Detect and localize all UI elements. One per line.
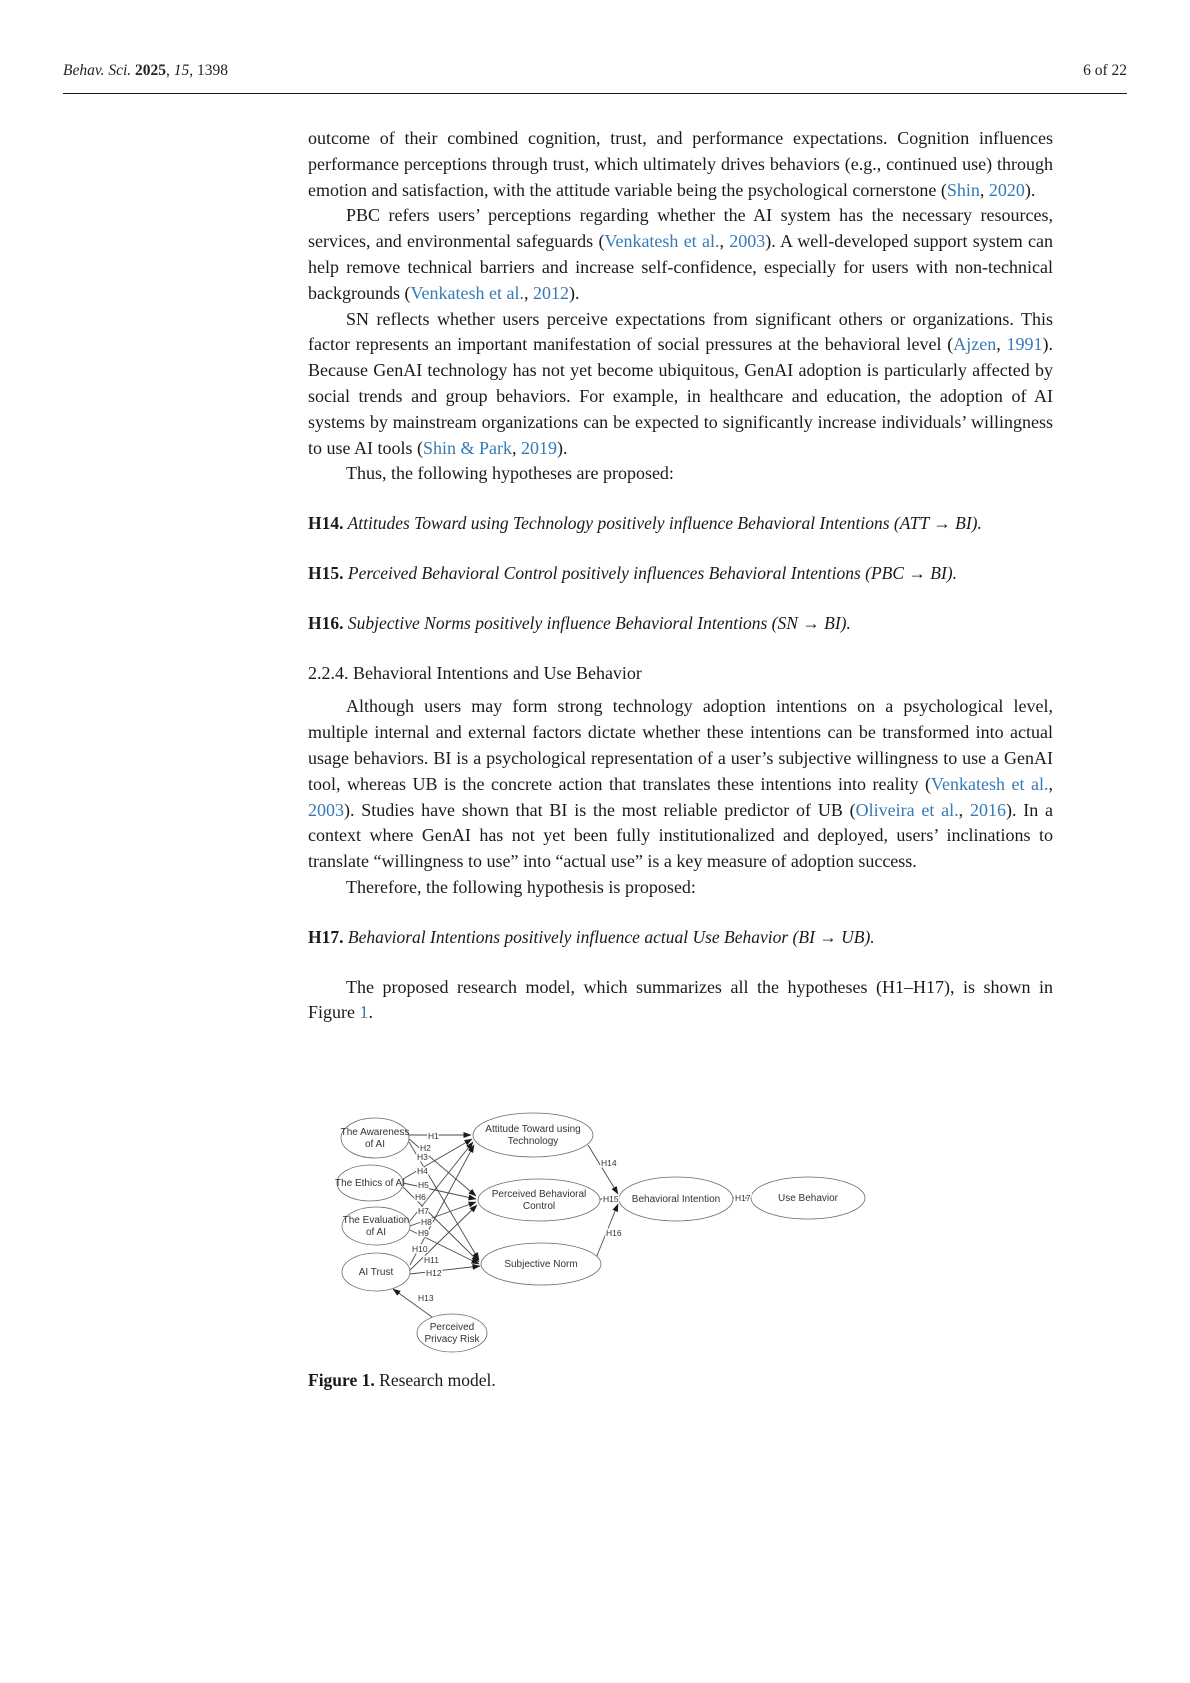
citation-link[interactable]: Ajzen xyxy=(953,334,997,355)
text-run: ). xyxy=(568,282,580,303)
citation-link[interactable]: 2019 xyxy=(521,437,558,458)
text-run: . xyxy=(368,1002,373,1023)
citation-link[interactable]: Venkatesh et al. xyxy=(410,282,524,303)
citation-link[interactable]: Shin xyxy=(946,179,980,200)
paragraph-model-intro xyxy=(308,975,1053,1027)
journal-article-number: 1398 xyxy=(197,62,229,79)
node-label: Control xyxy=(522,1201,556,1213)
text-run: , xyxy=(523,282,533,303)
node-evaluation-of-ai xyxy=(342,1207,410,1245)
text-run: , xyxy=(512,437,522,458)
text-run: , xyxy=(166,62,174,79)
journal-name: Behav. Sci. xyxy=(63,62,132,79)
hypothesis-label: H14. xyxy=(308,513,344,534)
citation-link[interactable]: Shin & Park xyxy=(423,437,513,458)
edge-label-h8: H8 xyxy=(421,1217,432,1228)
text-run: , xyxy=(189,62,198,79)
edge-h12 xyxy=(410,1266,480,1274)
section-heading: 2.2.4. Behavioral Intentions and Use Behavior xyxy=(308,662,642,683)
hypothesis-h14 xyxy=(308,511,1053,537)
node-ellipse xyxy=(417,1314,487,1352)
hypothesis-text: Attitudes Toward using Technology positively influence Behavioral Intentions (ATT → BI). xyxy=(347,513,982,534)
journal-year: 2025 xyxy=(135,62,167,79)
journal-volume: 15 xyxy=(173,62,190,79)
hypothesis-h16 xyxy=(308,611,1053,637)
node-perceived-behavioral-control xyxy=(478,1179,600,1221)
text-run: , xyxy=(979,179,989,200)
hypothesis-h15 xyxy=(308,561,1053,587)
node-perceived-privacy-risk xyxy=(417,1314,487,1352)
citation-link[interactable]: 1991 xyxy=(1006,334,1043,355)
node-awareness-of-ai xyxy=(341,1118,410,1158)
citation-link[interactable]: Venkatesh et al. xyxy=(604,231,720,252)
node-label: Perceived xyxy=(429,1322,475,1334)
edge-label-h3: H3 xyxy=(417,1152,428,1163)
hypothesis-text: Subjective Norms positively influence Behavioral Intentions (SN → BI). xyxy=(347,612,851,633)
node-ellipse xyxy=(342,1207,410,1245)
hypothesis-h17 xyxy=(308,925,1053,951)
citation-link[interactable]: Venkatesh et al. xyxy=(931,773,1049,794)
edge-label-h4: H4 xyxy=(417,1166,428,1177)
figure-caption-text: Research model. xyxy=(374,1370,496,1391)
article-body xyxy=(308,126,1053,1391)
text-run: ). Studies have shown that BI is the most reliable predictor of UB ( xyxy=(344,799,856,820)
hypothesis-label: H17. xyxy=(308,926,344,947)
node-ellipse xyxy=(341,1118,409,1158)
page-header xyxy=(63,62,1127,80)
node-label: of AI xyxy=(365,1227,387,1239)
node-ai-trust xyxy=(342,1253,410,1291)
node-label: AI Trust xyxy=(358,1267,394,1279)
node-label: Privacy Risk xyxy=(424,1334,480,1346)
hypothesis-text: Perceived Behavioral Control positively influences Behavioral Intentions (PBC → BI). xyxy=(347,562,957,583)
node-ellipse xyxy=(473,1113,593,1157)
text-run: , xyxy=(996,334,1007,355)
node-label: The Evaluation xyxy=(342,1215,410,1227)
text-run: , xyxy=(958,799,970,820)
edge-h14 xyxy=(588,1145,618,1194)
text-run: , xyxy=(719,231,730,252)
text-run: ). xyxy=(1024,179,1036,200)
edge-h5 xyxy=(403,1183,476,1199)
node-label: Behavioral Intention xyxy=(631,1194,721,1206)
citation-link[interactable]: Oliveira et al. xyxy=(855,799,959,820)
hypothesis-text: Behavioral Intentions positively influence actual Use Behavior (BI → UB). xyxy=(347,926,875,947)
node-label: Technology xyxy=(507,1136,559,1148)
node-ethics-of-ai xyxy=(335,1165,405,1201)
node-behavioral-intention xyxy=(619,1177,733,1221)
text-run: outcome of their combined cognition, trust, and performance expectations. Cognition influences performance perceptions through trust, which ultimately drives behaviors (e.g., continued use) through emotion and satisfaction, with the attitude variable being the psychological cornerstone ( xyxy=(308,128,1053,200)
hypothesis-label: H16. xyxy=(308,612,344,633)
figure-caption-label: Figure 1. xyxy=(308,1370,375,1391)
text-run: The proposed research model, which summarizes all the hypotheses (H1–H17), is shown in Figure xyxy=(308,976,1053,1023)
edge-label-h9: H9 xyxy=(418,1228,429,1239)
edge-h4 xyxy=(403,1139,472,1179)
edge-label-h13: H13 xyxy=(418,1293,434,1304)
edge-label-h16: H16 xyxy=(606,1228,622,1239)
node-subjective-norm xyxy=(481,1243,601,1285)
edge-label-h6: H6 xyxy=(415,1192,426,1203)
text-run: ). xyxy=(557,437,568,458)
node-label: Attitude Toward using xyxy=(485,1124,581,1136)
edge-label-h7: H7 xyxy=(418,1206,429,1217)
paragraph-sn xyxy=(308,307,1053,462)
paragraph-therefore: Therefore, the following hypothesis is proposed: xyxy=(346,876,696,897)
figure-caption xyxy=(308,1370,1053,1391)
edge-label-h17: H17 xyxy=(735,1193,751,1204)
hypothesis-label: H15. xyxy=(308,562,344,583)
paragraph-pbc xyxy=(308,203,1053,306)
citation-link[interactable]: 2003 xyxy=(308,799,344,820)
edge-label-h2: H2 xyxy=(420,1143,431,1154)
edge-label-h15: H15 xyxy=(603,1194,619,1205)
citation-link[interactable]: 2020 xyxy=(988,179,1025,200)
journal-citation xyxy=(63,62,228,80)
text-run: ). In a context where GenAI has not yet been fully institutionalized and deployed, users’ inclinations to translate “willingness to use” into “actual use” is a key measure of adoption success. xyxy=(308,799,1054,872)
text-run: Although users may form strong technology adoption intentions on a psychological level, multiple internal and external factors dictate whether these intentions can be transformed into actual usage behaviors. BI is a psychological representation of a user’s subjective willingness to use a GenAI tool, whereas UB is the concrete action that translates these intentions into reality ( xyxy=(308,696,1053,794)
research-model-diagram xyxy=(308,1102,868,1354)
node-label: Use Behavior xyxy=(777,1193,839,1205)
figure-1 xyxy=(308,1102,1053,1391)
text-run: ). A well-developed support system can help remove technical barriers and increase self-confidence, especially for users with non-technical backgrounds ( xyxy=(308,231,1053,303)
text-run: PBC refers users’ perceptions regarding whether the AI system has the necessary resources, services, and environmental safeguards ( xyxy=(308,205,1053,252)
citation-link[interactable]: 2012 xyxy=(532,282,569,303)
header-rule xyxy=(63,93,1127,94)
text-run: , xyxy=(1048,773,1053,794)
edge-label-h11: H11 xyxy=(424,1255,439,1266)
node-label: of AI xyxy=(364,1139,386,1151)
paragraph-thus: Thus, the following hypotheses are proposed: xyxy=(346,463,674,484)
paragraph-cognition xyxy=(308,126,1053,203)
edge-label-h1: H1 xyxy=(428,1131,439,1142)
node-attitude-toward-technology xyxy=(473,1113,593,1157)
edge-label-h12: H12 xyxy=(426,1268,442,1279)
text-run: SN reflects whether users perceive expectations from significant others or organizations. This factor represents an important manifestation of social pressures at the behavioral level ( xyxy=(308,308,1053,355)
paragraph-bi-ub xyxy=(308,694,1053,875)
edge-label-h5: H5 xyxy=(418,1180,429,1191)
node-label: The Awareness xyxy=(340,1127,410,1139)
node-label: Perceived Behavioral xyxy=(491,1189,587,1201)
citation-link[interactable]: 2016 xyxy=(969,799,1006,820)
citation-link[interactable]: 2003 xyxy=(729,231,766,252)
figure-reference-link[interactable]: 1 xyxy=(359,1002,369,1023)
node-label: Subjective Norm xyxy=(504,1259,578,1271)
node-use-behavior xyxy=(751,1177,865,1219)
page-number: 6 of 22 xyxy=(1083,62,1127,79)
node-label: The Ethics of AI xyxy=(334,1178,406,1190)
diagram-edges xyxy=(393,1135,749,1317)
edge-label-h10: H10 xyxy=(412,1244,428,1255)
edge-label-h14: H14 xyxy=(601,1158,617,1169)
node-ellipse xyxy=(478,1179,600,1221)
text-run: ). Because GenAI technology has not yet become ubiquitous, GenAI adoption is particularly affected by social trends and group behaviors. For example, in healthcare and education, the adoption of AI systems by mainstream organizations can be expected to significantly increase individuals’ willingness to use AI tools ( xyxy=(308,334,1054,458)
